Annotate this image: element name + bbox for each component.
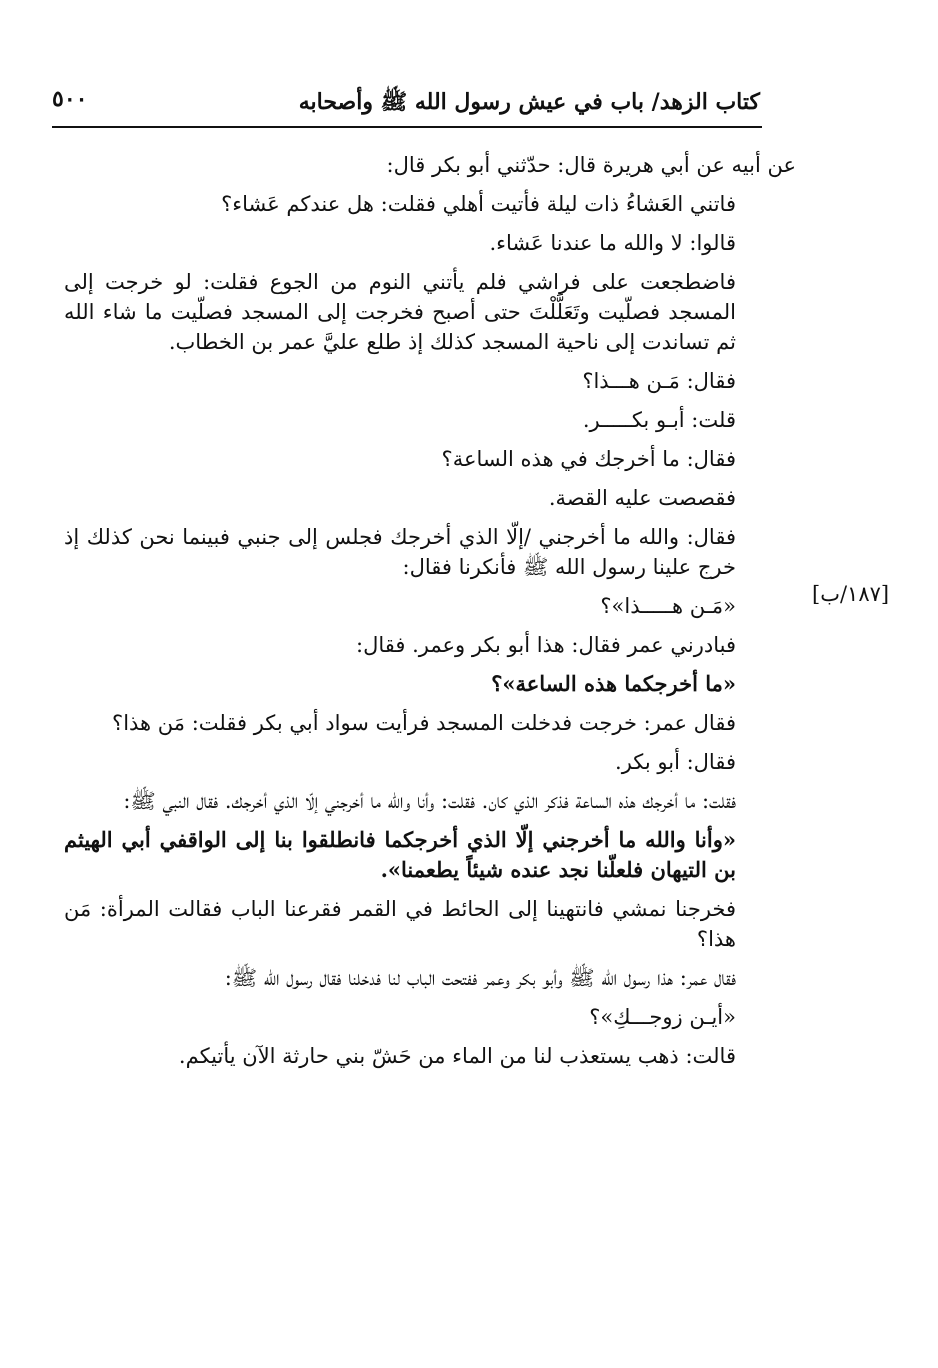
- paragraph-11: فبادرني عمر فقال: هذا أبو بكر وعمر. فقال:: [356, 633, 736, 657]
- paragraph-5: فقال: مَـن هـــذا؟: [582, 369, 736, 393]
- paragraph-4: فاضطجعت على فراشي فلم يأتني النوم من الجوع فقلت: لو خرجت إلى المسجد فصلّيت وتَعَلَّلْتَ حتى أصبح فخرجت إلى المسجد فصلّيت ما شاء الله ثم تساندت إلى ناحية المسجد كذلك إذ طلع عليَّ عمر بن الخطاب.: [64, 270, 736, 354]
- paragraph-14: فقال: أبو بكر.: [615, 750, 736, 774]
- paragraph-2: فاتني العَشاءُ ذات ليلة فأتيت أهلي فقلت: هل عندكم عَشاء؟: [221, 192, 736, 216]
- paragraph-3: قالوا: لا والله ما عندنا عَشاء.: [489, 231, 736, 255]
- paragraph-8: فقصصت عليه القصة.: [548, 486, 736, 510]
- header-divider: [52, 126, 762, 128]
- paragraph-18: فقال عمر: هذا رسول الله ﷺ وأبو بكر وعمر ففتحت الباب لنا فدخلنا فقال رسول الله ﷺ:: [224, 966, 736, 990]
- paragraph-16: «وأنا والله ما أخرجني إلّا الذي أخرجكما فانطلقوا بنا إلى الواقفي أبي الهيثم بن التيهان فلعلّنا نجد عنده شيئاً يطعمنا».: [64, 827, 736, 882]
- paragraph-10: «مَـن هـــــذا»؟: [600, 594, 736, 618]
- paragraph-12: «ما أخرجكما هذه الساعة»؟: [491, 671, 736, 696]
- paragraph-7: فقال: ما أخرجك في هذه الساعة؟: [441, 447, 736, 471]
- page-header: [52, 86, 760, 126]
- paragraph-13: فقال عمر: خرجت فدخلت المسجد فرأيت سواد أبي بكر فقلت: مَن هذا؟: [112, 711, 736, 735]
- paragraph-1: عن أبيه عن أبي هريرة قال: حدّثني أبو بكر قال:: [386, 153, 796, 177]
- paragraph-6: قلت: أبـو بكـــــر.: [582, 408, 736, 432]
- paragraph-17: فخرجنا نمشي فانتهينا إلى الحائط في القمر فقرعنا الباب فقالت المرأة: مَن هذا؟: [64, 897, 736, 951]
- paragraph-15: فقلت: ما أخرجك هذه الساعة فذكر الذي كان. فقلت: وأنا والله ما أخرجني إلّا الذي أخرجك. فقال النبي ﷺ:: [123, 789, 736, 813]
- paragraph-19: «أيـن زوجـــكِ»؟: [589, 1005, 736, 1029]
- page-number: ٥٠٠: [52, 86, 88, 112]
- manuscript-folio-note: [١٨٧/ب]: [812, 582, 890, 606]
- body-text: [64, 150, 796, 1071]
- running-header-title: كتاب الزهد/ باب في عيش رسول الله ﷺ وأصحابه: [298, 89, 760, 115]
- paragraph-9: فقال: والله ما أخرجني /إلّا الذي أخرجك فجلس إلى جنبي فبينما نحن كذلك إذ خرج علينا رسول الله ﷺ فأنكرنا فقال:: [64, 525, 736, 579]
- paragraph-20: قالت: ذهب يستعذب لنا من الماء من حَشّ بني حارثة الآن يأتيكم.: [178, 1044, 736, 1068]
